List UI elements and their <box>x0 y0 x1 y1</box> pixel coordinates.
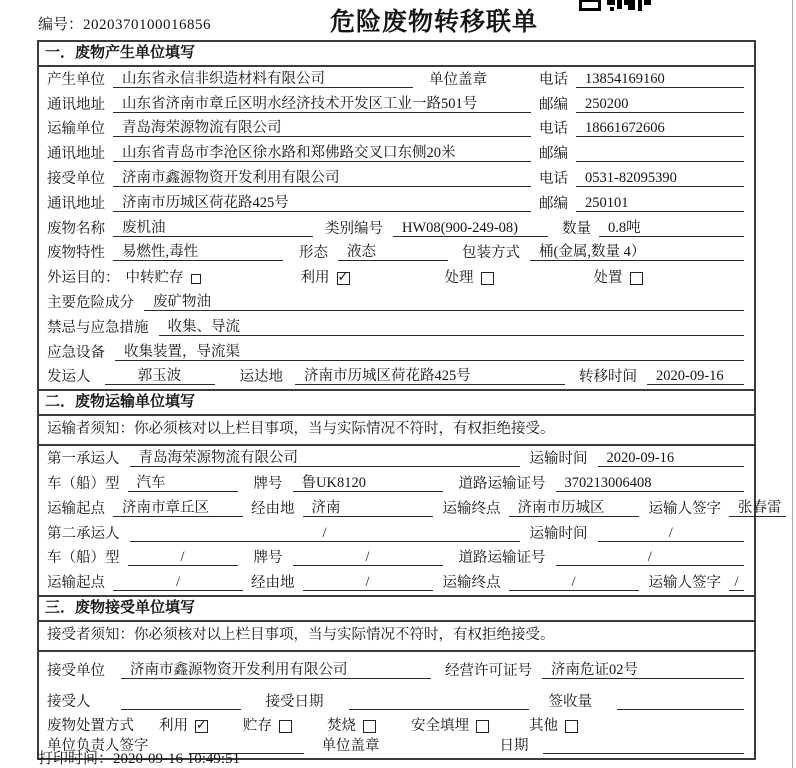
row-second-carrier <box>39 521 754 546</box>
via2-value: / <box>303 574 433 591</box>
producer-phone-label: 电话 <box>539 71 568 88</box>
receiver-zip-label: 邮编 <box>539 195 568 212</box>
receiver-phone-value: 0531-82095390 <box>576 170 744 187</box>
disposal-utilize-label: 利用 <box>159 718 188 735</box>
disposal-utilize-checkbox <box>195 720 208 733</box>
section1-header: 一．废物产生单位填写 <box>39 42 754 67</box>
row-transporter <box>39 117 754 142</box>
transporter-zip-value <box>576 146 744 162</box>
receiver-phone-label: 电话 <box>539 170 568 187</box>
received-amount-label: 签收量 <box>548 694 592 711</box>
manager-signature-label: 单位负责人签字 <box>47 738 149 755</box>
page-title: 危险废物转移联单 <box>330 8 539 36</box>
packing-value: 桶(金属,数量 4） <box>530 244 744 261</box>
transport-time1-value: 2020-09-16 <box>598 450 745 467</box>
permit-value: 济南危证02号 <box>542 662 744 679</box>
quantity-value: 0.8吨 <box>599 220 744 237</box>
document-number-label: 编号： <box>38 17 84 33</box>
purpose-option-transfer-storage <box>126 271 201 286</box>
receiving-person-value <box>121 694 241 710</box>
row-taboo-measures <box>39 315 754 340</box>
receiver-value: 济南市鑫源物资开发利用有限公司 <box>113 170 531 187</box>
vehicle2-label: 车（船）型 <box>47 550 120 567</box>
purpose-transfer-storage-label: 中转贮存 <box>125 270 184 287</box>
end1-label: 运输终点 <box>442 500 501 517</box>
row-vehicle2 <box>39 546 754 571</box>
row-waste-character <box>39 241 754 266</box>
receiving-person-label: 接受人 <box>47 694 91 711</box>
taboo-measures-value: 收集、导流 <box>159 319 745 336</box>
producer-phone-value: 13854169160 <box>576 71 744 88</box>
destination-label: 运达地 <box>239 369 283 386</box>
plate1-label: 牌号 <box>253 475 283 492</box>
purpose-option-utilize <box>301 271 350 286</box>
print-time <box>38 747 240 768</box>
carrier-sign1-label: 运输人签字 <box>648 500 721 517</box>
road-license1-label: 道路运输证号 <box>458 475 546 492</box>
road-license2-value: / <box>556 549 745 566</box>
plate1-value: 鲁UK8120 <box>293 475 443 492</box>
section3-notice: 接受者须知：你必须核对以上栏目事项，当与实际情况不符时，有权拒绝接受。 <box>39 622 754 652</box>
disposal-store-checkbox <box>279 720 292 733</box>
receiver-zip-value: 250101 <box>576 195 744 212</box>
vehicle1-value: 汽车 <box>128 475 238 492</box>
hazard-component-value: 废矿物油 <box>144 294 744 311</box>
destination-value: 济南市历城区荷花路425号 <box>295 368 565 385</box>
purpose-option-treat <box>445 271 494 286</box>
print-time-label: 打印时间： <box>38 751 114 767</box>
via1-label: 经由地 <box>251 500 295 517</box>
waste-character-label: 废物特性 <box>47 245 105 262</box>
receiver-address-label: 通讯地址 <box>47 195 105 212</box>
row-receiving-unit <box>39 652 754 683</box>
disposal-option-store <box>243 719 292 734</box>
document-number <box>38 13 211 34</box>
row-producer <box>39 67 754 92</box>
shipper-value: 郭玉波 <box>105 368 215 385</box>
packing-label: 包装方式 <box>462 245 520 262</box>
row-receiving-person <box>39 683 754 714</box>
receiver-label: 接受单位 <box>47 170 105 187</box>
unit-seal-label: 单位盖章 <box>321 738 380 755</box>
second-carrier-label: 第二承运人 <box>47 525 120 542</box>
disposal-option-incinerate <box>327 719 376 734</box>
via2-label: 经由地 <box>251 575 295 592</box>
purpose-transfer-storage-checkbox <box>191 274 201 284</box>
disposal-incinerate-checkbox <box>363 720 376 733</box>
end2-value: / <box>509 574 639 591</box>
disposal-option-utilize <box>159 719 208 734</box>
transport-time1-label: 运输时间 <box>529 451 588 468</box>
road-license1-value: 370213006408 <box>556 475 745 492</box>
category-label: 类别编号 <box>325 220 383 237</box>
disposal-landfill-checkbox <box>476 720 489 733</box>
receiving-date-value <box>349 694 529 710</box>
row-hazard-component <box>39 290 754 315</box>
road-license2-label: 道路运输证号 <box>458 550 546 567</box>
section2-notice: 运输者须知：你必须核对以上栏目事项，当与实际情况不符时，有权拒绝接受。 <box>39 416 754 446</box>
carrier-sign2-label: 运输人签字 <box>648 575 721 592</box>
sign-date-label: 日期 <box>499 738 529 755</box>
origin1-label: 运输起点 <box>47 500 105 517</box>
purpose-dispose-checkbox <box>630 272 643 285</box>
emergency-equipment-value: 收集装置，导流渠 <box>115 344 744 361</box>
hazard-component-label: 主要危险成分 <box>47 294 134 311</box>
shipper-label: 发运人 <box>47 369 91 386</box>
transfer-date-value: 2020-09-16 <box>647 368 744 385</box>
receiving-date-label: 接受日期 <box>265 694 324 711</box>
transporter-address-value: 山东省青岛市李沧区徐水路和郑佛路交叉口东侧20米 <box>113 145 531 162</box>
origin2-value: / <box>113 574 243 591</box>
row-vehicle1 <box>39 471 754 496</box>
disposal-landfill-label: 安全填埋 <box>411 718 469 735</box>
received-amount-value <box>617 694 744 710</box>
transporter-value: 青岛海荣源物流有限公司 <box>113 120 531 137</box>
row-first-carrier <box>39 446 754 471</box>
purpose-utilize-label: 利用 <box>300 270 330 287</box>
plate2-label: 牌号 <box>253 550 283 567</box>
disposal-option-other <box>529 719 578 734</box>
producer-zip-value: 250200 <box>576 96 744 113</box>
qr-code-icon <box>579 0 651 11</box>
category-value: HW08(900-249-08) <box>393 220 548 237</box>
transporter-zip-label: 邮编 <box>539 146 568 163</box>
form-value: 液态 <box>338 244 448 261</box>
transport-time2-value: / <box>598 525 745 542</box>
disposal-method-label: 废物处置方式 <box>47 718 134 735</box>
section2-header: 二．废物运输单位填写 <box>39 389 754 416</box>
transport-time2-label: 运输时间 <box>529 525 588 542</box>
purpose-treat-checkbox <box>481 272 494 285</box>
disposal-incinerate-label: 焚烧 <box>327 718 356 735</box>
via1-value: 济南 <box>303 500 433 517</box>
purpose-option-dispose <box>594 271 643 286</box>
row-disposal-method <box>39 714 754 738</box>
producer-label: 产生单位 <box>47 71 105 88</box>
disposal-option-landfill <box>411 719 489 734</box>
row-purpose <box>39 265 754 290</box>
transporter-label: 运输单位 <box>47 121 105 138</box>
quantity-label: 数量 <box>562 220 591 237</box>
emergency-equipment-label: 应急设备 <box>47 344 105 361</box>
producer-seal-label: 单位盖章 <box>429 71 487 88</box>
waste-character-value: 易燃性,毒性 <box>113 244 283 261</box>
receiver-address-value: 济南市历城区荷花路425号 <box>113 195 531 212</box>
row-waste-name <box>39 216 754 241</box>
row-receiver <box>39 166 754 191</box>
row-producer-address <box>39 92 754 117</box>
transporter-phone-value: 18661672606 <box>576 120 744 137</box>
purpose-dispose-label: 处置 <box>593 270 623 287</box>
receiving-unit-label: 接受单位 <box>47 663 105 680</box>
transporter-address-label: 通讯地址 <box>47 146 105 163</box>
receiving-unit-value: 济南市鑫源物资开发利用有限公司 <box>121 662 431 679</box>
row-route1 <box>39 496 782 521</box>
row-emergency-equipment <box>39 340 754 365</box>
section3-header: 三．废物接受单位填写 <box>39 595 754 622</box>
producer-address-label: 通讯地址 <box>47 96 105 113</box>
form-label: 形态 <box>299 245 328 262</box>
purpose-treat-label: 处理 <box>444 270 474 287</box>
page-edge-divider <box>792 0 793 768</box>
disposal-other-checkbox <box>565 720 578 733</box>
row-route2 <box>39 570 754 595</box>
waste-name-value: 废机油 <box>113 220 313 237</box>
waste-name-label: 废物名称 <box>47 220 105 237</box>
carrier-sign2-value: / <box>729 574 744 591</box>
origin1-value: 济南市章丘区 <box>113 500 243 517</box>
document-number-value: 2020370100016856 <box>83 17 212 33</box>
first-carrier-value: 青岛海荣源物流有限公司 <box>130 450 520 467</box>
transfer-date-label: 转移时间 <box>579 369 637 386</box>
row-transporter-address <box>39 141 754 166</box>
carrier-sign1-value: 张春雷 <box>729 500 786 517</box>
purpose-label: 外运目的： <box>47 270 120 287</box>
manifest-form <box>37 40 782 760</box>
taboo-measures-label: 禁忌与应急措施 <box>47 319 149 336</box>
row-receiver-address <box>39 191 754 216</box>
second-carrier-value: / <box>130 525 520 542</box>
plate2-value: / <box>293 549 443 566</box>
row-shipper <box>39 365 754 390</box>
print-time-value: 2020-09-16 10:49:51 <box>113 751 241 767</box>
vehicle2-value: / <box>128 549 238 566</box>
producer-value: 山东省永信非织造材料有限公司 <box>113 71 413 88</box>
producer-zip-label: 邮编 <box>539 96 568 113</box>
disposal-other-label: 其他 <box>529 718 558 735</box>
producer-address-value: 山东省济南市章丘区明水经济技术开发区工业一路501号 <box>113 96 531 113</box>
end1-value: 济南市历城区 <box>509 500 639 517</box>
first-carrier-label: 第一承运人 <box>47 451 120 468</box>
purpose-utilize-checkbox <box>337 272 350 285</box>
sign-date-value <box>543 738 745 754</box>
permit-label: 经营许可证号 <box>445 663 532 680</box>
origin2-label: 运输起点 <box>47 575 105 592</box>
end2-label: 运输终点 <box>442 575 501 592</box>
transporter-phone-label: 电话 <box>539 121 568 138</box>
disposal-store-label: 贮存 <box>243 718 272 735</box>
vehicle1-label: 车（船）型 <box>47 475 120 492</box>
